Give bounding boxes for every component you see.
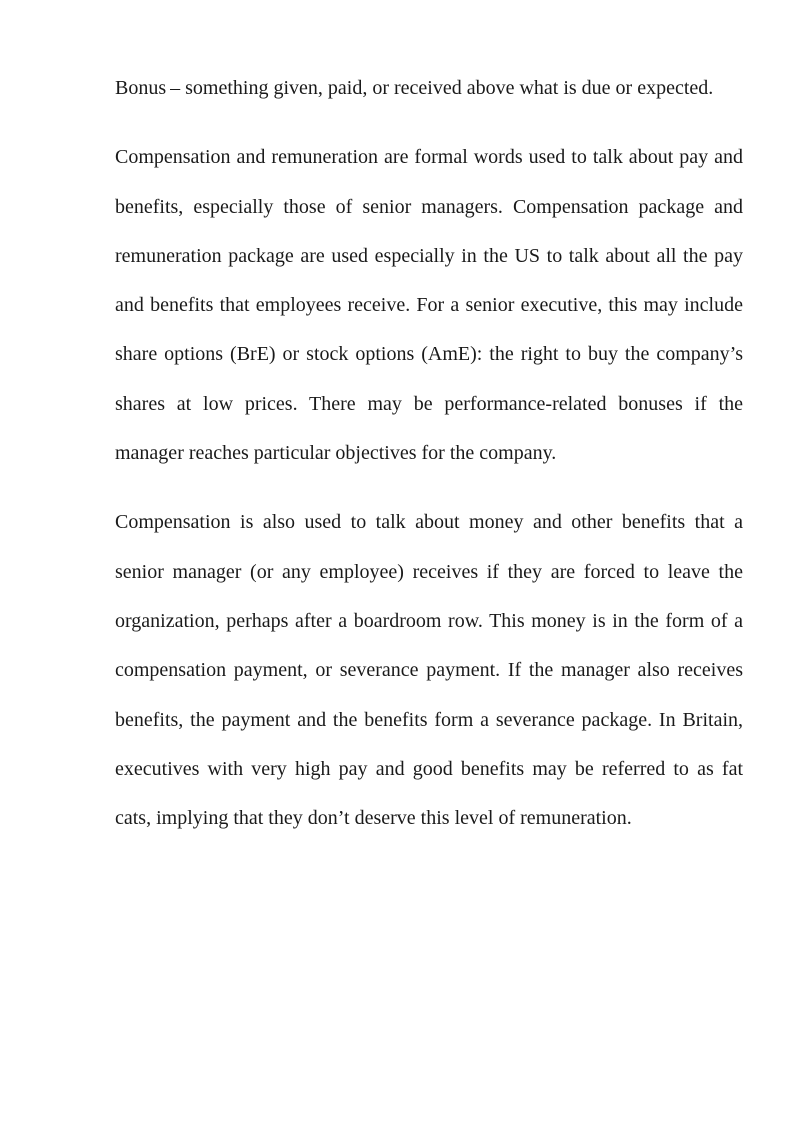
paragraph-bonus-definition: Bonus – something given, paid, or received above what is due or expected. <box>115 77 714 99</box>
paragraph-severance: Compensation is also used to talk about money and other benefits that a senior manager (or any employee) receives if they are forced to leave the organization, perhaps after a boardroom row. This money is in the form of a compensation payment, or severance payment. If the manager also receives benefits, the payment and the benefits form a severance package. In Britain, executives with very high pay and good benefits may be referred to as fat cats, implying that they don’t deserve this level of remuneration. <box>115 511 743 830</box>
paragraph-compensation-remuneration: Compensation and remuneration are formal words used to talk about pay and benefits, especially those of senior managers. Compensation package and remuneration package are used especially in the US to talk about all the pay and benefits that employees receive. For a senior executive, this may include share options (BrE) or stock options (AmE): the right to buy the company’s shares at low prices. There may be performance-related bonuses if the manager reaches particular objectives for the company. <box>115 146 743 465</box>
